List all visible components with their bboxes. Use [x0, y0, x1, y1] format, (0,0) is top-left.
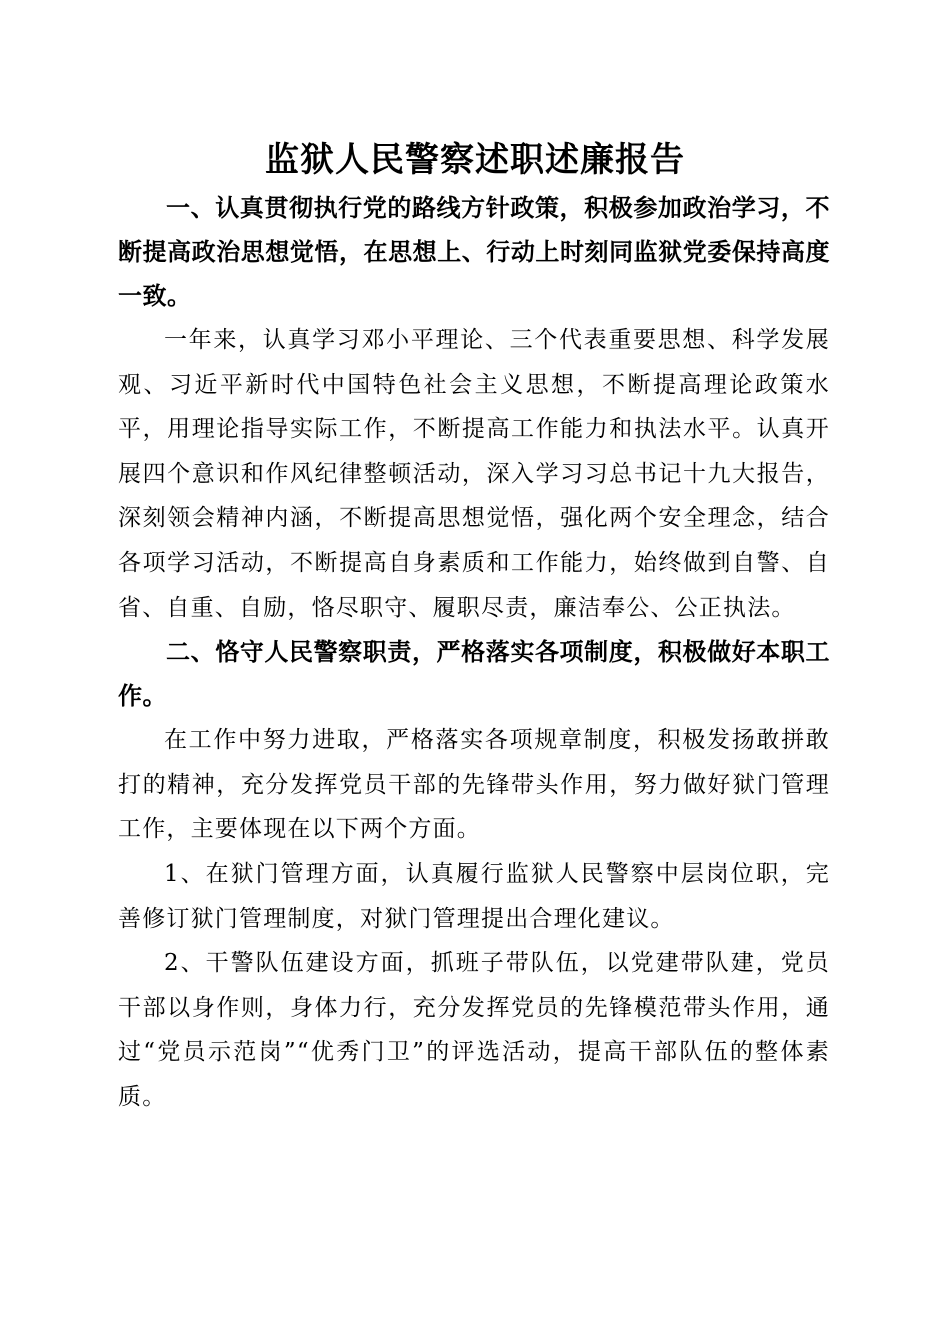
- body-paragraph-2: 在工作中努力进取，严格落实各项规章制度，积极发扬敢拼敢打的精神，充分发挥党员干部的先锋带头作用，努力做好狱门管理工作，主要体现在以下两个方面。: [118, 727, 830, 843]
- body-paragraph-3: 1、在狱门管理方面，认真履行监狱人民警察中层岗位职，完善修订狱门管理制度，对狱门管理提出合理化建议。: [118, 860, 830, 932]
- document-body: [118, 186, 830, 1120]
- section-heading-1: 一、认真贯彻执行党的路线方针政策，积极参加政治学习，不断提高政治思想觉悟，在思想上、行动上时刻同监狱党委保持高度一致。: [118, 194, 830, 310]
- body-paragraph-1: 一年来，认真学习邓小平理论、三个代表重要思想、科学发展观、习近平新时代中国特色社会主义思想，不断提高理论政策水平，用理论指导实际工作，不断提高工作能力和执法水平。认真开展四个意识和作风纪律整顿活动，深入学习习总书记十九大报告，深刻领会精神内涵，不断提高思想觉悟，强化两个安全理念，结合各项学习活动，不断提高自身素质和工作能力，始终做到自警、自省、自重、自励，恪尽职守、履职尽责，廉洁奉公、公正执法。: [118, 327, 830, 621]
- section-heading-2: 二、恪守人民警察职责，严格落实各项制度，积极做好本职工作。: [118, 638, 830, 711]
- document-title: 监狱人民警察述职述廉报告: [265, 140, 685, 180]
- body-paragraph-4: 2、干警队伍建设方面，抓班子带队伍，以党建带队建，党员干部以身作则，身体力行，充分发挥党员的先锋模范带头作用，通过“党员示范岗”“优秀门卫”的评选活动，提高干部队伍的整体素质。: [118, 950, 830, 1110]
